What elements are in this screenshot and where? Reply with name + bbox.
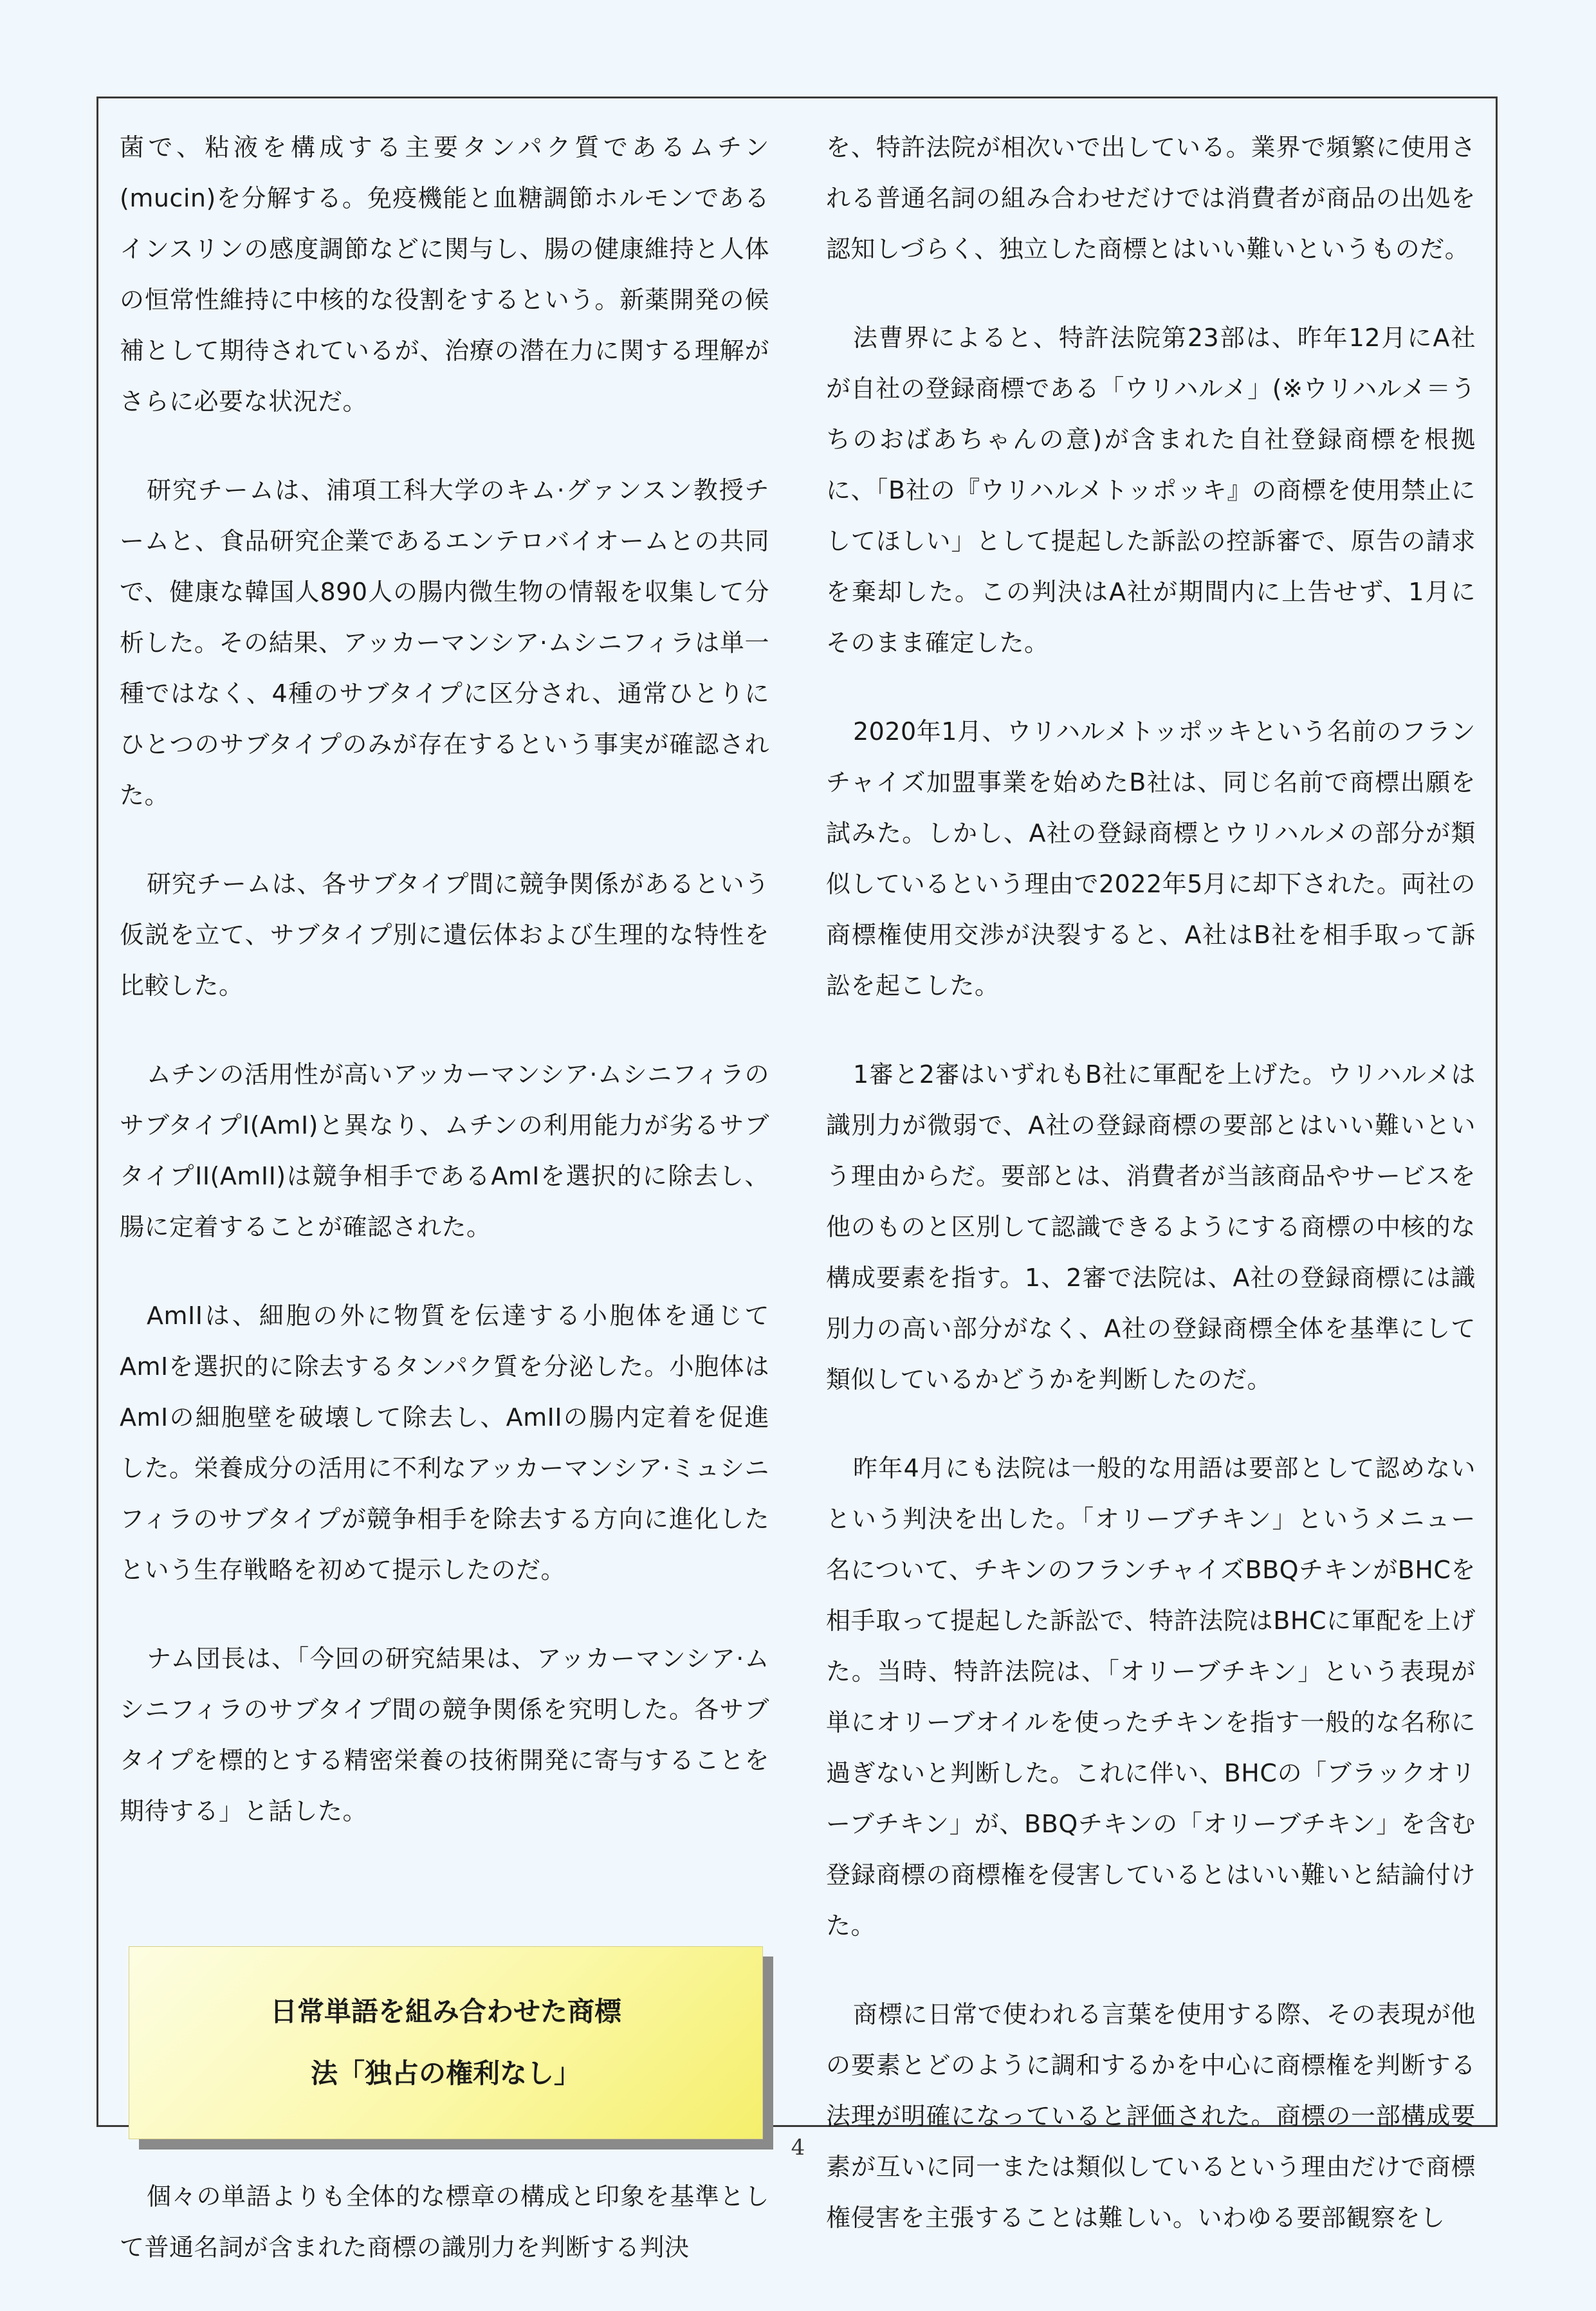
right-column	[826, 122, 1476, 2281]
section-heading-box	[129, 1946, 763, 2139]
paragraph: 昨年4月にも法院は一般的な用語は要部として認めないという判決を出した。「オリーブチキン」というメニュー名について、チキンのフランチャイズBBQチキンがBHCを相手取って提起した訴訟で、特許法院はBHCに軍配を上げた。当時、特許法院は、「オリーブチキン」という表現が単にオリーブオイルを使ったチキンを指す一般的な名称に過ぎないと判断した。これに伴い、BHCの「ブラックオリーブチキン」が、BBQチキンの「オリーブチキン」を含む登録商標の商標権を侵害しているとはいい難いと結論付けた。	[826, 1454, 1476, 1940]
paragraph: 研究チームは、浦項工科大学のキム·グァンスン教授チームと、食品研究企業であるエンテロバイオームとの共同で、健康な韓国人890人の腸内微生物の情報を収集して分析した。その結果、アッカーマンシア·ムシニフィラは単一種ではなく、4種のサブタイプに区分され、通常ひとりにひとつのサブタイプのみが存在するという事実が確認された。	[120, 476, 769, 809]
paragraph: AmIIは、細胞の外に物質を伝達する小胞体を通じてAmIを選択的に除去するタンパク質を分泌した。小胞体はAmIの細胞壁を破壊して除去し、AmIIの腸内定着を促進した。栄養成分の活用に不利なアッカーマンシア·ミュシニフィラのサブタイプが競争相手を除去する方向に進化したという生存戦略を初めて提示したのだ。	[120, 1302, 769, 1584]
section-heading-line2: 法「独占の権利なし」	[310, 2058, 581, 2089]
paragraph: 法曹界によると、特許法院第23部は、昨年12月にA社が自社の登録商標である「ウリハルメ」(※ウリハルメ＝うちのおばあちゃんの意)が含まれた自社登録商標を根拠に、「B社の『ウリハルメトッポッキ』の商標を使用禁止にしてほしい」として提起した訴訟の控訴審で、原告の請求を棄却した。この判決はA社が期間内に上告せず、1月にそのまま確定した。	[826, 324, 1476, 657]
paragraph: ムチンの活用性が高いアッカーマンシア·ムシニフィラのサブタイプI(AmI)と異なり、ムチンの利用能力が劣るサブタイプII(AmII)は競争相手であるAmIを選択的に除去し、腸に定着することが確認された。	[120, 1060, 769, 1241]
paragraph: ナム団長は、「今回の研究結果は、アッカーマンシア·ムシニフィラのサブタイプ間の競争関係を究明した。各サブタイプを標的とする精密栄養の技術開発に寄与することを期待する」と話した。	[120, 1644, 769, 1825]
paragraph: 研究チームは、各サブタイプ間に競争関係があるという仮説を立て、サブタイプ別に遺伝体および生理的な特性を比較した。	[120, 870, 769, 1000]
paragraph: 2020年1月、ウリハルメトッポッキという名前のフランチャイズ加盟事業を始めたB社は、同じ名前で商標出願を試みた。しかし、A社の登録商標とウリハルメの部分が類似しているという理由で2022年5月に却下された。両社の商標権使用交渉が決裂すると、A社はB社を相手取って訴訟を起こした。	[826, 717, 1476, 1000]
left-column	[120, 122, 769, 2311]
paragraph: 菌で、粘液を構成する主要タンパク質であるムチン(mucin)を分解する。免疫機能と血糖調節ホルモンであるインスリンの感度調節などに関与し、腸の健康維持と人体の恒常性維持に中核的な役割をするという。新薬開発の候補として期待されているが、治療の潜在力に関する理解がさらに必要な状況だ。	[120, 133, 769, 416]
paragraph: 商標に日常で使われる言葉を使用する際、その表現が他の要素とどのように調和するかを中心に商標権を判断する法理が明確になっていると評価された。商標の一部構成要素が互いに同一または類似しているという理由だけで商標権侵害を主張することは難しい。いわゆる要部観察をし	[826, 2000, 1476, 2232]
section-heading-line1: 日常単語を組み合わせた商標	[270, 1996, 621, 2027]
page-number: 4	[791, 2135, 805, 2160]
paragraph: 1審と2審はいずれもB社に軍配を上げた。ウリハルメは識別力が微弱で、A社の登録商標の要部とはいい難いという理由からだ。要部とは、消費者が当該商品やサービスを他のものと区別して認識できるようにする商標の中核的な構成要素を指す。1、2審で法院は、A社の登録商標には識別力の高い部分がなく、A社の登録商標全体を基準にして類似しているかどうかを判断したのだ。	[826, 1060, 1476, 1394]
paragraph: 個々の単語よりも全体的な標章の構成と印象を基準として普通名詞が含まれた商標の識別力を判断する判決	[120, 2182, 769, 2261]
paragraph: を、特許法院が相次いで出している。業界で頻繁に使用される普通名詞の組み合わせだけでは消費者が商品の出処を認知しづらく、独立した商標とはいい難いというものだ。	[826, 133, 1476, 263]
